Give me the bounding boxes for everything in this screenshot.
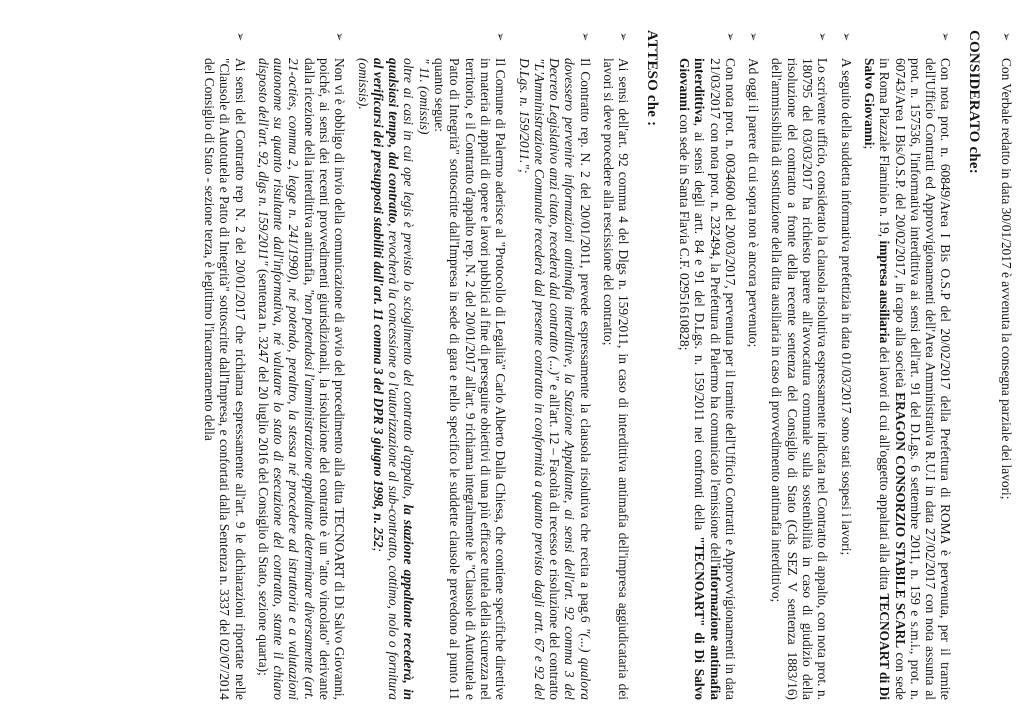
paragraph-nota-prefettura-roma: ➢ Con nota prot. n. 60849/Area I Bis O.S.P del 20/02/2017 della Prefettura di ROMA è pervenuta, per il tramite dell'Ufficio Contratti ed Approvvigionamenti dell'Area Amministrativa R.U.I in data 27/02/2017 con nota assunta al prot. n. 157536, l'informativa interdittiva ai sensi dell'art. 91 del D.Lgs. 6 settembre 2011, n. 159 e s.m.i., prot. n. 60743/Area I Bis/O.S.P. del 20/02/2017, in capo alla società ERAGON CONSORZIO STABILE SCARL con sede in Roma Piazzale Flaminio n. 19, impresa ausiliaria dei lavori di cui all'oggetto appaltati alla ditta TECNOART di Di Salvo Giovanni; (862, 30, 954, 700)
paragraph-parere-non-pervenuto: ➢ Ad oggi il parere di cui sopra non è ancora pervenuto; (746, 30, 761, 700)
heading-atteso: ATTESO che : (643, 30, 660, 127)
document-body (194, 30, 1014, 700)
paragraph-nota-prefettura-palermo: ➢ Con nota prot. n. 0034600 del 20/03/2017, pervenuta per il tramite dell'Ufficio Contratti e Approvvigionamenti in data 21/03/2017 con nota prot. n. 232494, la Prefettura di Palermo ha comunicato l'emissione dell'informazione antimafia interdittiva, ai sensi degli artt. 84 e 91 del D.Lgs. n. 159/2011 nei confronti della "TECNOART" di Di Salvo Giovanni con sede in Santa Flavia C.F. 02951610828; (677, 30, 738, 700)
paragraph-verbale: ➢ Con Verbale redatto in data 30/01/2017 è avvenuta la consegna parziale dei lavori; (999, 30, 1014, 700)
paragraph-protocollo-legalita: ➢ Il Comune di Palermo aderisce al "Protocollo di Legalità" Carlo Alberto Dalla Chiesa, che contiene specifiche direttive in materia di appalti di opere e lavori pubblici al fine di perseguire obiettivi di una più efficace tutela della sicurezza nel territorio, e il Contratto d'appalto rep. N. 2 del 20/01/2017 all'art. 9 richiama integralmente le "Clausole di Autotutela e Patto di Integrità" sottoscritte dall'Impresa in sede di gara e nello specifico le suddette clausole prevedono al punto 11 quanto segue: " 11. (omissis) oltre ai casi in cui ope legis è previsto lo scioglimento del contratto d'appalto, la stazione appaltante recederà, in qualsiasi tempo, dal contratto, revocherà la concessione o l'autorizzazione al sub-contratto, cottimo, nolo o fornitura al verificarsi dei presupposti stabiliti dall'art. 11 comma 3 del DPR 3 giugno 1998, n. 252; (omissis). (355, 30, 508, 700)
paragraph-sospensione-lavori: ➢ A seguito della suddetta informativa prefettizia in data 01/03/2017 sono stati sospesi i lavori; (838, 30, 853, 700)
paragraph-art-92: ➢ Ai sensi dell'art. 92 comma 4 del Dlgs n. 159/2011, in caso di interdittiva antimafia dell'impresa aggiudicataria dei lavori si deve procedere alla rescissione del contratto; (601, 30, 632, 700)
paragraph-atto-vincolato: ➢ Non vi è obbligo di invio della comunicazione di avvio del procedimento alla ditta TECNOART di Di Salvo Giovanni, poiché, ai sensi dei recenti provvedimenti giurisdizionali, la risoluzione del contratto è un "atto vincolato" derivante dalla ricezione della interdittiva antimafia, "non potendosi l'amministrazione appaltante determinare diversamente (art. 21-octies, comma 2, legge n. 241/1990), né potendo, peraltro, la stessa né procedere ad istruttoria e a valutazioni autonome su quanto risultante dall'informativa, né valutare lo stato di esecuzione del contratto, stante il chiaro disposto dell'art. 92, dlgs n. 159/2011" (sentenza n. 3247 del 20 luglio 2016 del Consiglio di Stato, sezione quarta); (256, 30, 348, 700)
paragraph-incameramento: ➢ Ai sensi del Contratto rep N. 2 del 20/01/2017 che richiama espressamente all'art. 9 le dichiarazioni riportate nelle "Clausole di Autotutela e Patto di Integrità" sottoscritte dall'Impresa, e confortati dalla Sentenza n. 3337 del 02/07/2014 del Consiglio di Stato - sezione terza, è legittimo l'incameramento della (202, 30, 248, 700)
paragraph-clausola-risolutiva: ➢ Il Contratto rep. N. 2 del 20/01/2011, prevede espressamente la clausola risolutiva che recita a pag.6 "(...) qualora dovessero pervenire informazioni antimafia interdittive, la Stazione Appaltante, ai sensi dell'art. 92 comma 3 del Decreto Legislativo anzi citato, recederà dal contratto (...)" e all'art. 12 – Facoltà di recesso e risoluzione del contratto "L'Amministrazione Comunale recederà dal presente contratto in conformità a quanto previsto dagli artt. 67 e 92 del D.Lgs. n. 159/2011."; (516, 30, 592, 700)
paragraph-parere-avvocatura: ➢ Lo scrivente ufficio, considerato la clausola risolutiva espressamente indicata nel Contratto di appalto, con nota prot. n. 180795 del 03/03/2017 ha richiesto parere all'avvocatura comunale sulla sostenibilità in caso di giudizio della risoluzione del contratto a fronte della recente sentenza del Consiglio di Stato (Cds SEZ V sentenza 1883/16) dell'ammissibilità di sostituzione della ditta ausiliaria in caso di provvedimento antimafia interdittivo; (769, 30, 830, 700)
heading-considerato: CONSIDERATO che: (965, 30, 982, 174)
